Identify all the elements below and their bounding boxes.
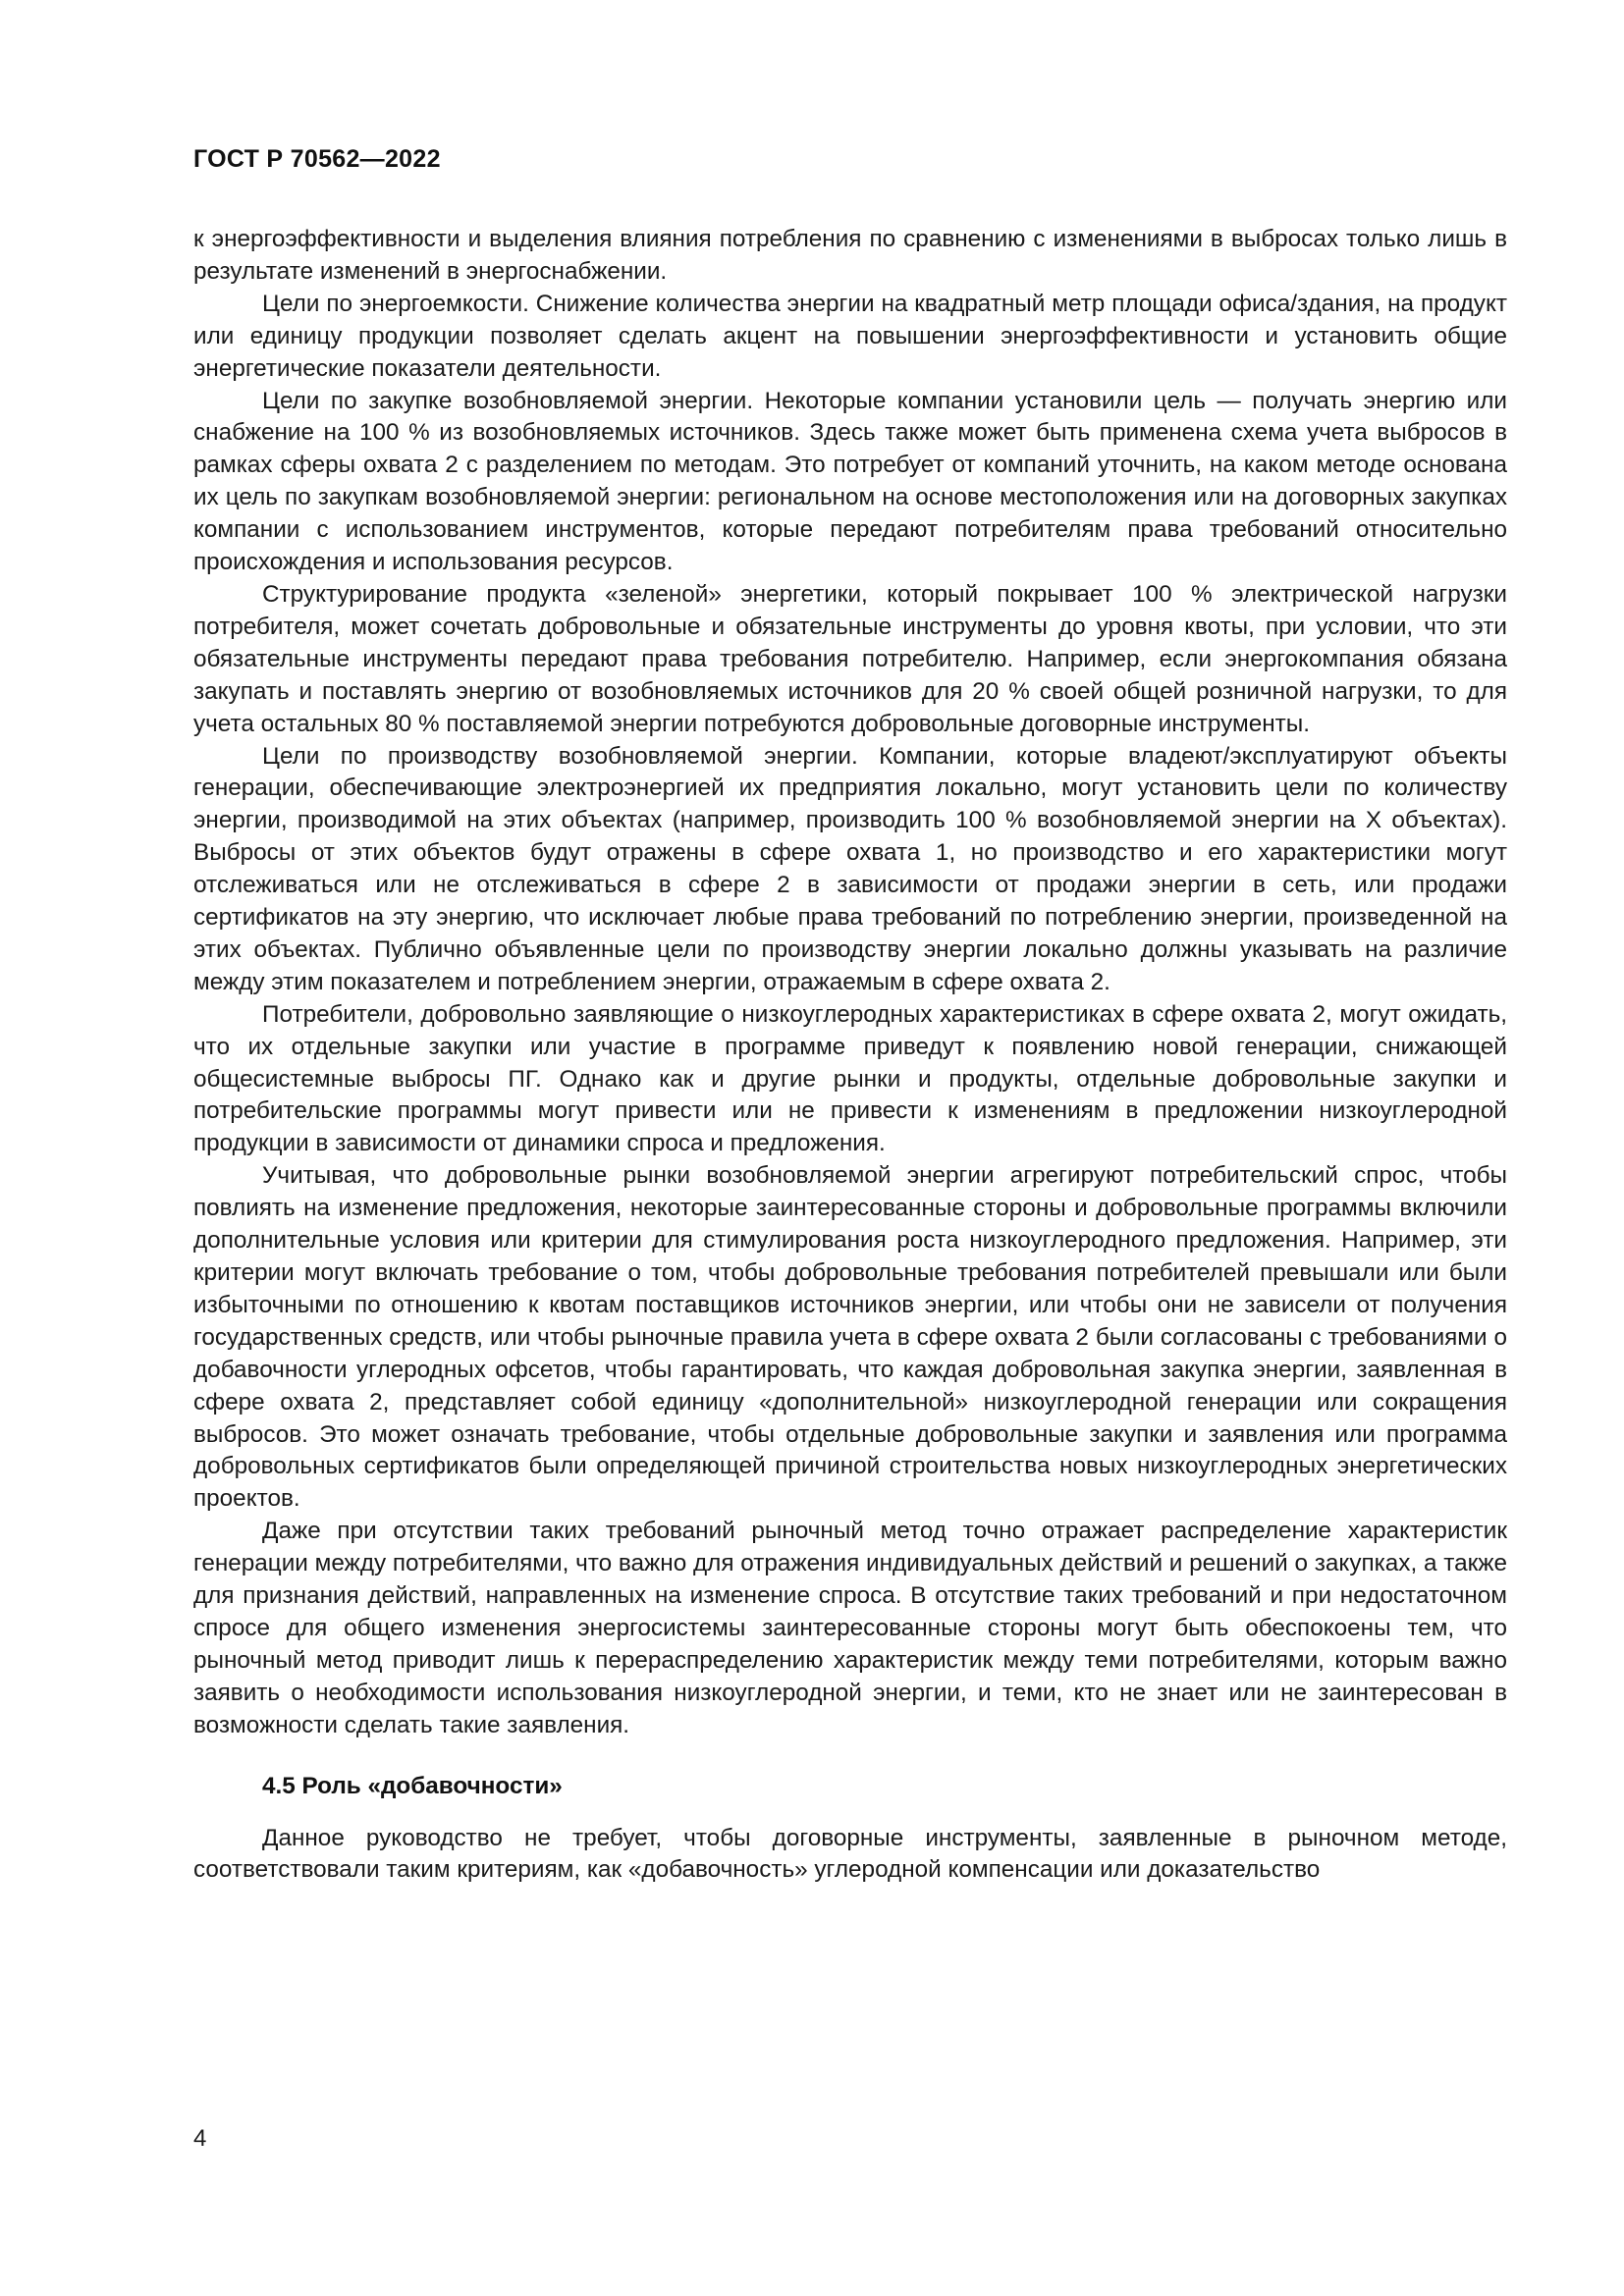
paragraph-energy-intensity-targets: Цели по энергоемкости. Снижение количества энергии на квадратный метр площади офиса/здания, на продукт или единицу продукции позволяет сделать акцент на повышении энергоэффективности и установить общие энергетические показатели деятельности. — [193, 290, 1507, 382]
paragraph-additionality: Данное руководство не требует, чтобы договорные инструменты, заявленные в рыночном методе, соответствовали таким критериям, как «добавочность» углеродной компенсации или доказательство — [193, 1824, 1507, 1884]
section-heading-additionality: 4.5 Роль «добавочности» — [262, 1772, 563, 1799]
paragraph-renewable-production-targets: Цели по производству возобновляемой энергии. Компании, которые владеют/эксплуатируют объекты генерации, обеспечивающие электроэнергией их предприятия локально, могут установить цели по количеству энергии, производимой на этих объектах (например, производить 100 % возобновляемой энергии на Х объектах). Выбросы от этих объектов будут отражены в сфере охвата 1, но производство и его характеристики могут отслеживаться или не отслеживаться в сфере 2 в зависимости от продажи энергии в сеть, или продажи сертификатов на эту энергию, что исключает любые права требований по потреблению энергии, произведенной на этих объектах. Публично объявленные цели по производству энергии локально должны указывать на различие между этим показателем и потреблением энергии, отражаемым в сфере охвата 2. — [193, 742, 1507, 995]
paragraph-consumer-claims: Потребители, добровольно заявляющие о низкоуглеродных характеристиках в сфере охвата 2, могут ожидать, что их отдельные закупки или участие в программе приведут к появлению новой генерации, снижающей общесистемные выбросы ПГ. Однако как и другие рынки и продукты, отдельные добровольные закупки и потребительские программы могут привести или не привести к изменениям в предложении низкоуглеродной продукции в зависимости от динамики спроса и предложения. — [193, 1000, 1507, 1157]
document-header: ГОСТ Р 70562—2022 — [193, 145, 441, 173]
paragraph-market-method: Даже при отсутствии таких требований рыночный метод точно отражает распределение характеристик генерации между потребителями, что важно для отражения индивидуальных действий и решений о закупках, а также для признания действий, направленных на изменение спроса. В отсутствие таких требований и при недостаточном спросе для общего изменения энергосистемы заинтересованные стороны могут быть обеспокоены тем, что рыночный метод приводит лишь к перераспределению характеристик между теми потребителями, которым важно заявить о необходимости использования низкоуглеродной энергии, и теми, кто не знает или не заинтересован в возможности сделать такие заявления. — [193, 1518, 1507, 1738]
paragraph-continuation: к энергоэффективности и выделения влияния потребления по сравнению с изменениями в выбросах только лишь в результате изменений в энергоснабжении. — [193, 226, 1507, 285]
page-number: 4 — [193, 2125, 207, 2152]
paragraph-renewable-purchase-targets: Цели по закупке возобновляемой энергии. Некоторые компании установили цель — получать энергию или снабжение на 100 % из возобновляемых источников. Здесь также может быть применена схема учета выбросов в рамках сферы охвата 2 с разделением по методам. Это потребует от компаний уточнить, на каком методе основана их цель по закупкам возобновляемой энергии: региональном на основе местоположения или на договорных закупках компании с использованием инструментов, которые передают потребителям права требований относительно происхождения и использования ресурсов. — [193, 387, 1507, 576]
paragraph-voluntary-markets: Учитывая, что добровольные рынки возобновляемой энергии агрегируют потребительский спрос, чтобы повлиять на изменение предложения, некоторые заинтересованные стороны и добровольные программы включили дополнительные условия или критерии для стимулирования роста низкоуглеродного предложения. Например, эти критерии могут включать требование о том, чтобы добровольные требования потребителей превышали или были избыточными по отношению к квотам поставщиков источников энергии, или чтобы они не зависели от получения государственных средств, или чтобы рыночные правила учета в сфере охвата 2 были согласованы с требованиями о добавочности углеродных офсетов, чтобы гарантировать, что каждая добровольная закупка энергии, заявленная в сфере охвата 2, представляет собой единицу «дополнительной» низкоуглеродной генерации или сокращения выбросов. Это может означать требование, чтобы отдельные добровольные закупки и заявления или программа добровольных сертификатов были определяющей причиной строительства новых низкоуглеродных энергетических проектов. — [193, 1162, 1507, 1513]
paragraph-green-energy-product: Структурирование продукта «зеленой» энергетики, который покрывает 100 % электрической нагрузки потребителя, может сочетать добровольные и обязательные инструменты до уровня квоты, при условии, что эти обязательные инструменты передают права требования потребителю. Например, если энергокомпания обязана закупать и поставлять энергию от возобновляемых источников для 20 % своей общей розничной нагрузки, то для учета остальных 80 % поставляемой энергии потребуются добровольные договорные инструменты. — [193, 580, 1507, 737]
document-body — [193, 224, 1507, 1887]
